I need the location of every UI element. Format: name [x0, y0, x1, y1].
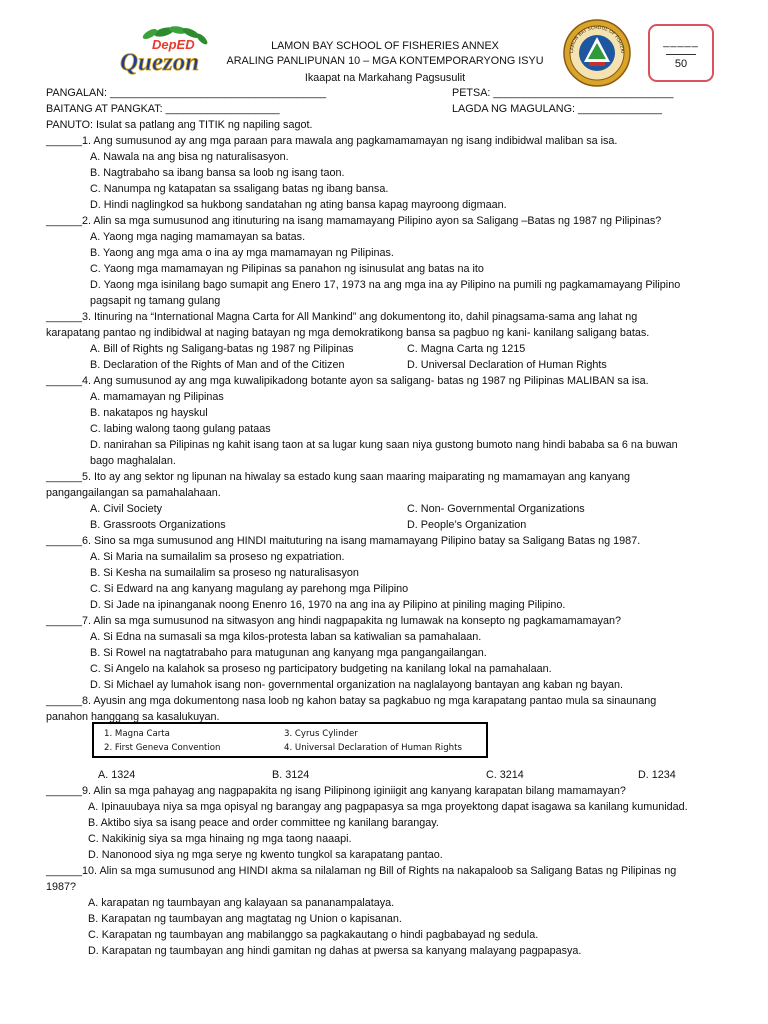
score-divider — [666, 54, 696, 55]
text-line: D. nanirahan sa Pilipinas ng kahit isang taon at sa lugar kung saan niya gustong bumoto nang hindi bababa sa 6 na buwan — [90, 439, 678, 451]
question-stem: ______6. Sino sa mga sumusunod ang HINDI maituturing na isang mamamayang Pilipino batay sa Saligang Batas ng 1987. — [46, 535, 641, 547]
text-line: B. Si Kesha na sumailalim sa proseso ng naturalisasyon — [90, 567, 359, 579]
text-line: C. Non- Governmental Organizations — [407, 503, 585, 515]
question-stem: ______8. Ayusin ang mga dokumentong nasa loob ng kahon batay sa pagkabuo ng mga karapatang pantao mula sa sinaunang — [46, 695, 657, 707]
box-item: 2. First Geneva Convention — [104, 743, 221, 753]
text-line: D. People’s Organization — [407, 519, 527, 531]
score-box — [648, 24, 714, 82]
text-line: C. Nanumpa ng katapatan sa ssaligang batas ng ibang bansa. — [90, 183, 389, 195]
text-line: karapatang pantao ng indibidwal at naging batayan ng mga demokratikong bansa sa pagbuo ng kani- kanilang saligang batas. — [46, 327, 650, 339]
text-line: B. 3124 — [272, 769, 310, 781]
deped-quezon-logo — [118, 24, 210, 84]
school-name: LAMON BAY SCHOOL OF FISHERIES ANNEX — [271, 40, 499, 52]
text-line: B. Grassroots Organizations — [90, 519, 226, 531]
text-line: C. Nakikinig siya sa mga hinaing ng mga taong naaapi. — [88, 833, 352, 845]
text-line: B. Nagtrabaho sa ibang bansa sa loob ng isang taon. — [90, 167, 345, 179]
score-total: 50 — [674, 58, 688, 70]
text-line: panahon hanggang sa kasalukuyan. — [46, 711, 220, 723]
text-line: 1987? — [46, 881, 77, 893]
question-stem: ______3. Itinuring na “International Magna Carta for All Mankind” ang dokumentong ito, dahil pinagsama-sama ang lahat ng — [46, 311, 638, 323]
instructions: PANUTO: Isulat sa patlang ang TITIK ng napiling sagot. — [46, 119, 313, 131]
page-header — [0, 0, 768, 90]
text-line: D. Si Jade na ipinanganak noong Enenro 16, 1970 na ang ina ay Pilipino at piniling maging Pilipino. — [90, 599, 566, 611]
text-line: C. Magna Carta ng 1215 — [407, 343, 526, 355]
text-line: C. 3214 — [486, 769, 524, 781]
box-item: 4. Universal Declaration of Human Rights — [284, 743, 462, 753]
text-line: A. mamamayan ng Pilipinas — [90, 391, 224, 403]
question-stem: ______5. Ito ay ang sektor ng lipunan na hiwalay sa estado kung saan maaring maiparating ng mamamayan ang kanyang — [46, 471, 631, 483]
text-line: B. Si Rowel na nagtatrabaho para matugunan ang kanyang mga pangangailangan. — [90, 647, 487, 659]
text-line: C. labing walong taong gulang pataas — [90, 423, 271, 435]
exam-title: Ikaapat na Markahang Pagsusulit — [304, 72, 466, 84]
text-line: B. Karapatan ng taumbayan ang magtatag ng Union o kapisanan. — [88, 913, 402, 925]
text-line: D. Nanonood siya ng mga serye ng kwento tungkol sa karapatang pantao. — [88, 849, 443, 861]
item8-document-box — [92, 722, 488, 758]
text-line: A. Nawala na ang bisa ng naturalisasyon. — [90, 151, 289, 163]
question-stem: ______4. Ang sumusunod ay ang mga kuwalipikadong botante ayon sa saligang- batas ng 1987 ng Pilipinas MALIBAN sa isa. — [46, 375, 649, 387]
svg-text:LAMON BAY SCHOOL OF FISHERIES: LAMON BAY SCHOOL OF FISHERI — [569, 25, 625, 54]
question-stem: ______9. Alin sa mga pahayag ang nagpapakita ng isang Pilipinong iginiigit ang kanyang karapatan bilang mamamayan? — [46, 785, 626, 797]
school-seal-icon — [562, 18, 632, 88]
svg-text:DepED: DepED — [152, 37, 195, 52]
parent-signature-field[interactable]: LAGDA NG MAGULANG: ______________ — [452, 103, 663, 115]
text-line: D. Si Michael ay lumahok isang non- governmental organization na naglalayong bantayan ang kaban ng bayan. — [90, 679, 624, 691]
text-line: A. Si Maria na sumailalim sa proseso ng expatriation. — [90, 551, 345, 563]
text-line: A. 1324 — [98, 769, 136, 781]
text-line: D. Hindi naglingkod sa hukbong sandatahan ng ating bansa kapag mayroong digmaan. — [90, 199, 507, 211]
text-line: A. Bill of Rights ng Saligang-batas ng 1987 ng Pilipinas — [90, 343, 354, 355]
text-line: pangangailangan sa pamahalahaan. — [46, 487, 221, 499]
box-item: 1. Magna Carta — [104, 729, 170, 739]
text-line: D. 1234 — [638, 769, 676, 781]
date-field[interactable]: PETSA: ______________________________ — [452, 87, 674, 99]
text-line: A. Yaong mga naging mamamayan sa batas. — [90, 231, 306, 243]
name-field[interactable]: PANGALAN: ____________________________________ — [46, 87, 327, 99]
question-stem: ______10. Alin sa mga sumusunod ang HINDI akma sa nilalaman ng Bill of Rights na nakapaloob sa Saligang Batas ng Pilipinas ng — [46, 865, 677, 877]
box-item: 3. Cyrus Cylinder — [284, 729, 358, 739]
question-stem: ______2. Alin sa mga sumusunod ang itinuturing na isang mamamayang Pilipino ayon sa Saligang –Batas ng 1987 ng Pilipinas? — [46, 215, 662, 227]
text-line: A. Si Edna na sumasali sa mga kilos-protesta laban sa katiwalian sa pamahalaan. — [90, 631, 482, 643]
svg-text:Quezon: Quezon — [120, 49, 200, 76]
text-line: A. Civil Society — [90, 503, 162, 515]
question-stem: ______1. Ang sumusunod ay ang mga paraan para mawala ang pagkamamamayan ng isang indibidwal maliban sa isa. — [46, 135, 618, 147]
text-line: B. nakatapos ng hayskul — [90, 407, 208, 419]
text-line: B. Aktibo siya sa isang peace and order committee ng kanilang barangay. — [88, 817, 439, 829]
text-line: C. Yaong mga mamamayan ng Pilipinas sa panahon ng isinusulat ang batas na ito — [90, 263, 484, 275]
text-line: A. Ipinauubaya niya sa mga opisyal ng barangay ang pagpapasya sa mga proyektong dapat isagawa sa kanilang kumunidad. — [88, 801, 688, 813]
subject-title: ARALING PANLIPUNAN 10 – MGA KONTEMPORARYONG ISYU — [226, 55, 544, 67]
text-line: B. Declaration of the Rights of Man and of the Citizen — [90, 359, 345, 371]
text-line: D. Yaong mga isinilang bago sumapit ang Enero 17, 1973 na ang mga ina ay Pilipino na pumili ng pagkamamayang Pilipino — [90, 279, 681, 291]
text-line: A. karapatan ng taumbayan ang kalayaan sa pananampalataya. — [88, 897, 395, 909]
text-line: pagsapit ng tamang gulang — [90, 295, 221, 307]
text-line: B. Yaong ang mga ama o ina ay mga mamamayan ng Pilipinas. — [90, 247, 394, 259]
text-line: C. Si Edward na ang kanyang magulang ay parehong mga Pilipino — [90, 583, 409, 595]
text-line: C. Si Angelo na kalahok sa proseso ng participatory budgeting na kanilang lokal na pamahalaan. — [90, 663, 552, 675]
grade-section-field[interactable]: BAITANG AT PANGKAT: ___________________ — [46, 103, 280, 115]
text-line: C. Karapatan ng taumbayan ang mabilanggo sa pagkakautang o hindi pagbabayad ng sedula. — [88, 929, 539, 941]
score-blank: _____ — [663, 36, 699, 48]
text-line: bago maghalalan. — [90, 455, 176, 467]
question-stem: ______7. Alin sa mga sumusunod na sitwasyon ang hindi nagpapakita ng lumawak na konsepto ng pagkamamamayan? — [46, 615, 622, 627]
text-line: D. Karapatan ng taumbayan ang hindi gamitan ng dahas at pwersa sa kanyang malayang pagpapasya. — [88, 945, 582, 957]
text-line: D. Universal Declaration of Human Rights — [407, 359, 607, 371]
